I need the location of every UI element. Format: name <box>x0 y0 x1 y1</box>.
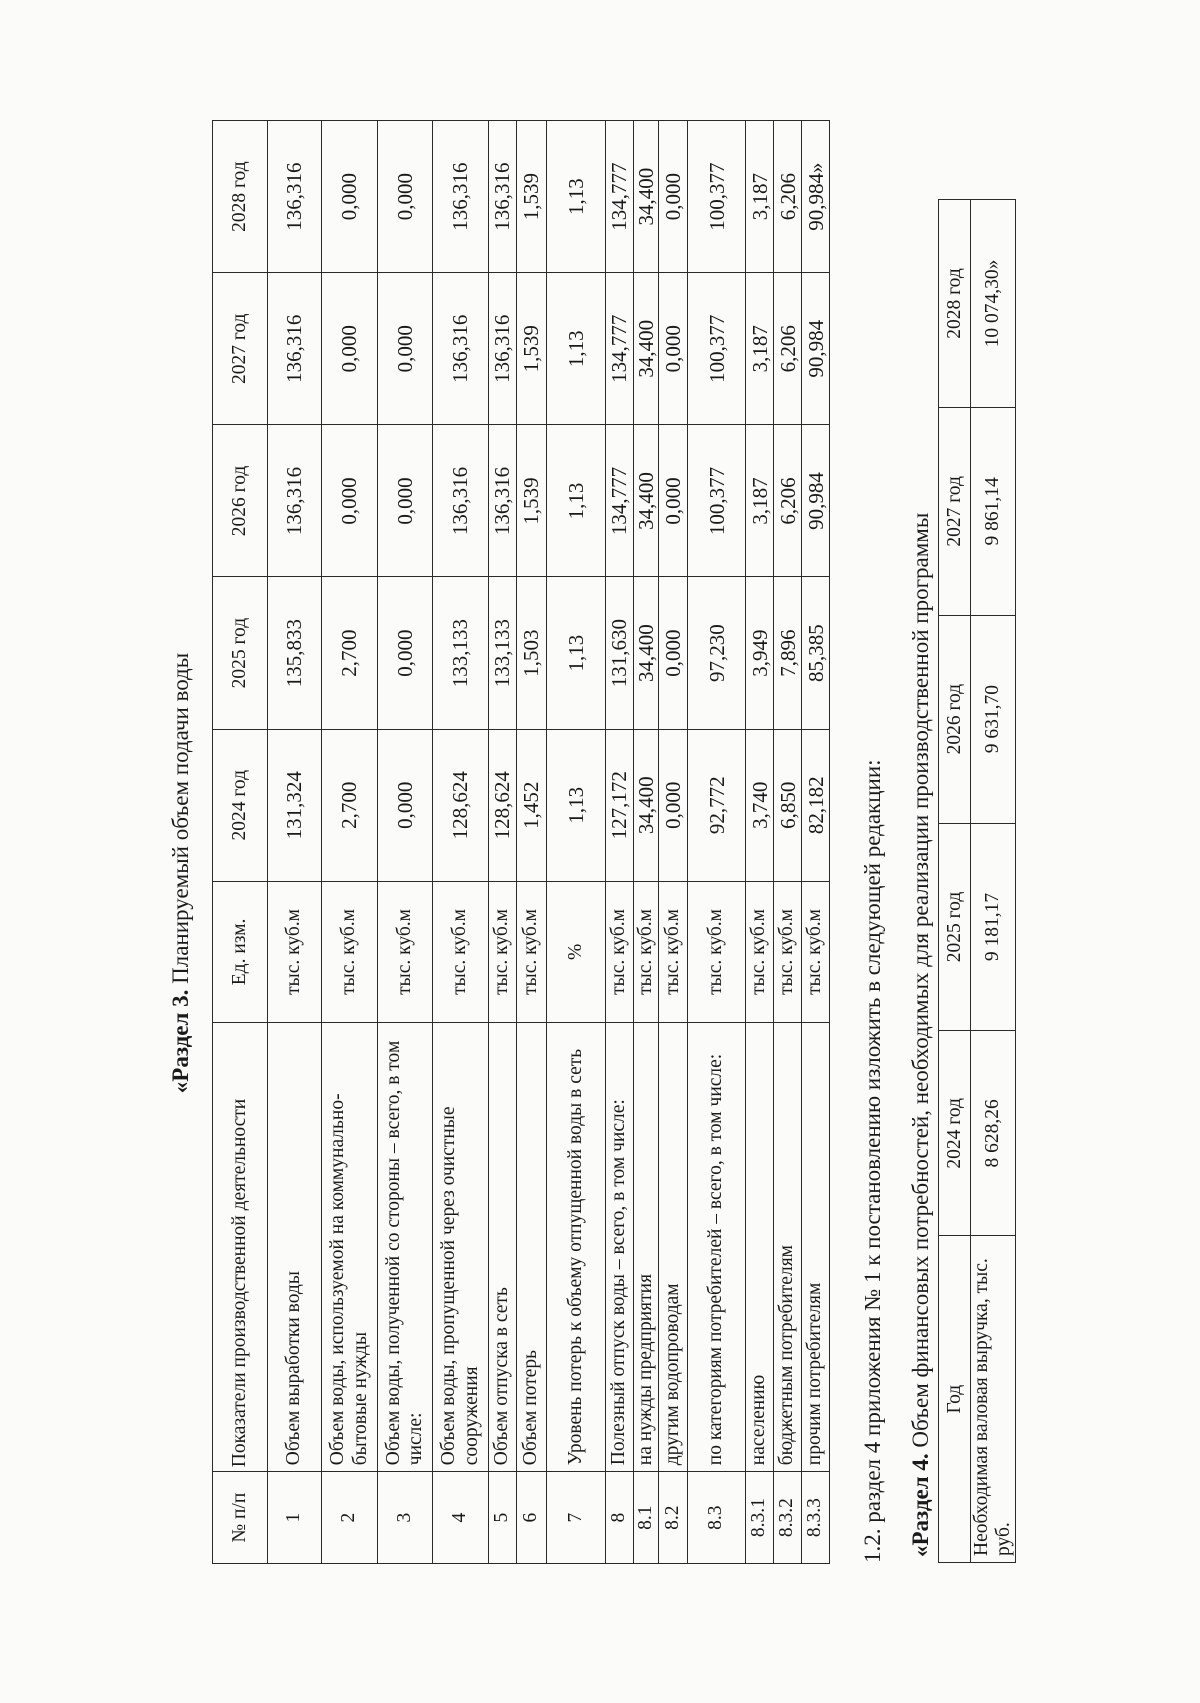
header-cell: 2026 год <box>939 615 971 823</box>
value-cell: 9 631,70 <box>971 615 1016 823</box>
value-2027: 134,777 <box>606 273 634 425</box>
header-cell: Год <box>939 1236 971 1563</box>
row-number: 6 <box>517 1472 547 1564</box>
value-2026: 136,316 <box>489 425 517 577</box>
table-row <box>433 121 489 1564</box>
table-row <box>378 121 433 1564</box>
indicator-name: бюджетным потребителям <box>774 1023 802 1472</box>
indicator-name: на нужды предприятия <box>634 1023 659 1472</box>
value-cell: 9 861,14 <box>971 407 1016 615</box>
table-row <box>547 121 606 1564</box>
value-2024: 92,772 <box>688 729 746 881</box>
value-2026: 136,316 <box>268 425 322 577</box>
unit: тыс. куб.м <box>268 881 322 1022</box>
indicator-name: по категориям потребителей – всего, в том числе: <box>688 1023 746 1472</box>
section3-title-prefix: «Раздел 3. <box>168 989 193 1094</box>
table-row <box>489 121 517 1564</box>
indicator-name: Уровень потерь к объему отпущенной воды в сеть <box>547 1023 606 1472</box>
financial-needs-table <box>938 199 1016 1563</box>
indicator-name: Объем отпуска в сеть <box>489 1023 517 1472</box>
value-2028: 34,400 <box>634 121 659 273</box>
value-2024: 82,182 <box>802 729 830 881</box>
table-row <box>774 121 802 1564</box>
value-2028: 0,000 <box>322 121 378 273</box>
header-cell: 2024 год <box>213 729 268 881</box>
value-2028: 136,316 <box>489 121 517 273</box>
section3-title-text: Планируемый объем подачи воды <box>168 652 193 990</box>
row-number: 8 <box>606 1472 634 1564</box>
header-cell: 2025 год <box>213 577 268 729</box>
value-2024: 34,400 <box>634 729 659 881</box>
unit: тыс. куб.м <box>606 881 634 1022</box>
row-label: Необходимая валовая выручка, тыс. руб. <box>971 1236 1016 1563</box>
value-2025: 97,230 <box>688 577 746 729</box>
value-2025: 85,385 <box>802 577 830 729</box>
table-row <box>634 121 659 1564</box>
indicator-name: Объем потерь <box>517 1023 547 1472</box>
unit: тыс. куб.м <box>688 881 746 1022</box>
value-2027: 1,13 <box>547 273 606 425</box>
row-number: 5 <box>489 1472 517 1564</box>
indicator-name: населению <box>746 1023 774 1472</box>
value-2026: 34,400 <box>634 425 659 577</box>
indicator-name: Объем воды, полученной со стороны – всего, в том числе: <box>378 1023 433 1472</box>
unit: тыс. куб.м <box>322 881 378 1022</box>
value-2024: 128,624 <box>489 729 517 881</box>
table-row <box>322 121 378 1564</box>
value-2026: 90,984 <box>802 425 830 577</box>
value-2028: 134,777 <box>606 121 634 273</box>
row-number: 4 <box>433 1472 489 1564</box>
value-2026: 3,187 <box>746 425 774 577</box>
unit: тыс. куб.м <box>659 881 688 1022</box>
value-2028: 136,316 <box>433 121 489 273</box>
value-2025: 0,000 <box>659 577 688 729</box>
value-2028: 1,539 <box>517 121 547 273</box>
value-2027: 136,316 <box>268 273 322 425</box>
value-2028: 100,377 <box>688 121 746 273</box>
value-2028: 90,984» <box>802 121 830 273</box>
value-2025: 7,896 <box>774 577 802 729</box>
value-2024: 3,740 <box>746 729 774 881</box>
value-2026: 1,13 <box>547 425 606 577</box>
value-2026: 0,000 <box>659 425 688 577</box>
value-2027: 3,187 <box>746 273 774 425</box>
value-2027: 100,377 <box>688 273 746 425</box>
value-2026: 100,377 <box>688 425 746 577</box>
unit: тыс. куб.м <box>489 881 517 1022</box>
header-cell: 2025 год <box>939 823 971 1031</box>
value-cell: 10 074,30» <box>971 200 1016 408</box>
water-supply-table <box>212 120 830 1564</box>
table-header-row <box>939 200 971 1563</box>
row-number: 8.1 <box>634 1472 659 1564</box>
header-cell: Показатели производственной деятельности <box>213 1023 268 1472</box>
unit: тыс. куб.м <box>433 881 489 1022</box>
table-row <box>971 200 1016 1563</box>
value-2025: 131,630 <box>606 577 634 729</box>
header-cell: 2028 год <box>939 200 971 408</box>
header-cell: 2028 год <box>213 121 268 273</box>
table-row <box>606 121 634 1564</box>
value-2028: 136,316 <box>268 121 322 273</box>
value-2027: 136,316 <box>433 273 489 425</box>
row-number: 8.3.3 <box>802 1472 830 1564</box>
section4-title <box>908 177 934 1557</box>
unit: тыс. куб.м <box>774 881 802 1022</box>
value-2024: 127,172 <box>606 729 634 881</box>
value-2025: 34,400 <box>634 577 659 729</box>
header-cell: Ед. изм. <box>213 881 268 1022</box>
row-number: 7 <box>547 1472 606 1564</box>
value-2026: 0,000 <box>322 425 378 577</box>
value-2028: 3,187 <box>746 121 774 273</box>
value-2026: 134,777 <box>606 425 634 577</box>
row-number: 3 <box>378 1472 433 1564</box>
indicator-name: Объем выработки воды <box>268 1023 322 1472</box>
value-2025: 2,700 <box>322 577 378 729</box>
table-header-row <box>213 121 268 1564</box>
value-cell: 9 181,17 <box>971 823 1016 1031</box>
unit: тыс. куб.м <box>634 881 659 1022</box>
value-2025: 1,13 <box>547 577 606 729</box>
value-2027: 0,000 <box>322 273 378 425</box>
value-2024: 0,000 <box>378 729 433 881</box>
indicator-name: прочим потребителям <box>802 1023 830 1472</box>
section4-title-text: Объем финансовых потребностей, необходимых для реализации производственной программы <box>908 512 933 1454</box>
value-2027: 1,539 <box>517 273 547 425</box>
row-number: 8.3.1 <box>746 1472 774 1564</box>
row-number: 8.3 <box>688 1472 746 1564</box>
unit: тыс. куб.м <box>746 881 774 1022</box>
value-2027: 0,000 <box>659 273 688 425</box>
unit: тыс. куб.м <box>517 881 547 1022</box>
table-row <box>746 121 774 1564</box>
unit: тыс. куб.м <box>378 881 433 1022</box>
indicator-name: Объем воды, используемой на коммунально-бытовые нужды <box>322 1023 378 1472</box>
value-2024: 6,850 <box>774 729 802 881</box>
value-2025: 3,949 <box>746 577 774 729</box>
value-2024: 128,624 <box>433 729 489 881</box>
unit: % <box>547 881 606 1022</box>
value-2025: 135,833 <box>268 577 322 729</box>
value-2028: 6,206 <box>774 121 802 273</box>
value-2024: 0,000 <box>659 729 688 881</box>
value-2024: 1,13 <box>547 729 606 881</box>
row-number: 1 <box>268 1472 322 1564</box>
table-row <box>802 121 830 1564</box>
value-2027: 136,316 <box>489 273 517 425</box>
value-2027: 0,000 <box>378 273 433 425</box>
table-row <box>517 121 547 1564</box>
value-2028: 1,13 <box>547 121 606 273</box>
value-2024: 1,452 <box>517 729 547 881</box>
value-2027: 6,206 <box>774 273 802 425</box>
row-number: 8.2 <box>659 1472 688 1564</box>
table-row <box>688 121 746 1564</box>
unit: тыс. куб.м <box>802 881 830 1022</box>
indicator-name: другим водопроводам <box>659 1023 688 1472</box>
indicator-name: Полезный отпуск воды – всего, в том числе: <box>606 1023 634 1472</box>
value-2026: 6,206 <box>774 425 802 577</box>
row-number: 8.3.2 <box>774 1472 802 1564</box>
value-2027: 90,984 <box>802 273 830 425</box>
section4-title-prefix: «Раздел 4. <box>908 1453 933 1557</box>
value-2026: 1,539 <box>517 425 547 577</box>
row-number: 2 <box>322 1472 378 1564</box>
table-row <box>659 121 688 1564</box>
header-cell: 2026 год <box>213 425 268 577</box>
table-row <box>268 121 322 1564</box>
value-2025: 0,000 <box>378 577 433 729</box>
value-2026: 136,316 <box>433 425 489 577</box>
value-2025: 133,133 <box>433 577 489 729</box>
indicator-name: Объем воды, пропущенной через очистные сооружения <box>433 1023 489 1472</box>
value-2027: 34,400 <box>634 273 659 425</box>
amendment-paragraph: 1.2. раздел 4 приложения № 1 к постановлению изложить в следующей редакции: <box>860 759 885 1563</box>
value-2024: 2,700 <box>322 729 378 881</box>
value-2028: 0,000 <box>659 121 688 273</box>
header-cell: 2027 год <box>213 273 268 425</box>
value-2026: 0,000 <box>378 425 433 577</box>
value-2025: 1,503 <box>517 577 547 729</box>
value-cell: 8 628,26 <box>971 1031 1016 1236</box>
header-cell: 2024 год <box>939 1031 971 1236</box>
value-2028: 0,000 <box>378 121 433 273</box>
header-cell: 2027 год <box>939 407 971 615</box>
header-cell: № п/п <box>213 1472 268 1564</box>
section3-title <box>168 183 194 1563</box>
value-2025: 133,133 <box>489 577 517 729</box>
value-2024: 131,324 <box>268 729 322 881</box>
